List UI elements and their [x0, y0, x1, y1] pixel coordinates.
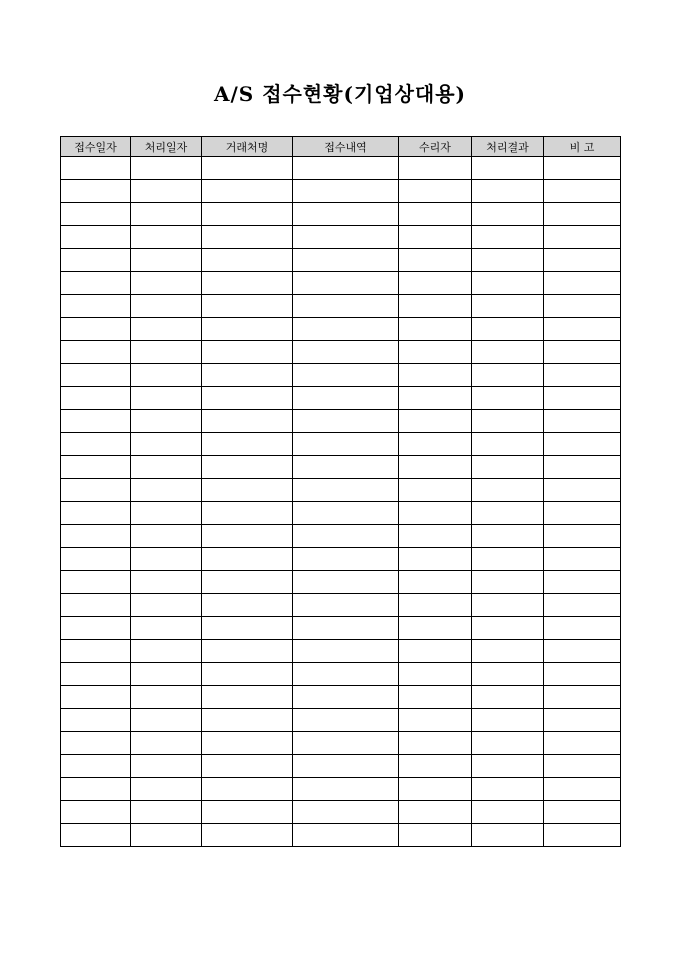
table-cell[interactable] — [472, 479, 544, 502]
table-cell[interactable] — [399, 617, 472, 640]
table-cell[interactable] — [131, 663, 202, 686]
col-header-client-name: 거래처명 — [202, 137, 293, 157]
table-cell[interactable] — [472, 571, 544, 594]
table-cell[interactable] — [61, 755, 131, 778]
table-cell[interactable] — [544, 433, 621, 456]
table-cell[interactable] — [472, 295, 544, 318]
table-cell[interactable] — [399, 456, 472, 479]
table-row — [61, 295, 621, 318]
table-cell[interactable] — [61, 318, 131, 341]
table-row — [61, 456, 621, 479]
table-cell[interactable] — [399, 755, 472, 778]
table-cell[interactable] — [131, 295, 202, 318]
table-cell[interactable] — [61, 640, 131, 663]
table-cell[interactable] — [61, 686, 131, 709]
table-cell[interactable] — [544, 663, 621, 686]
table-cell[interactable] — [293, 364, 399, 387]
table-cell[interactable] — [61, 272, 131, 295]
table-cell[interactable] — [472, 318, 544, 341]
table-cell[interactable] — [61, 203, 131, 226]
table-row — [61, 663, 621, 686]
table-row — [61, 433, 621, 456]
table-cell[interactable] — [544, 364, 621, 387]
table-cell[interactable] — [399, 640, 472, 663]
table-cell[interactable] — [202, 640, 293, 663]
table-cell[interactable] — [472, 824, 544, 847]
table-cell[interactable] — [399, 709, 472, 732]
table-cell[interactable] — [61, 778, 131, 801]
table-cell[interactable] — [131, 525, 202, 548]
table-cell[interactable] — [131, 778, 202, 801]
table-cell[interactable] — [131, 433, 202, 456]
table-cell[interactable] — [131, 456, 202, 479]
col-header-processing-date: 처리일자 — [131, 137, 202, 157]
table-row — [61, 801, 621, 824]
table-cell[interactable] — [202, 410, 293, 433]
table-cell[interactable] — [131, 249, 202, 272]
table-row — [61, 686, 621, 709]
table-cell[interactable] — [544, 456, 621, 479]
table-row — [61, 226, 621, 249]
table-cell[interactable] — [202, 548, 293, 571]
table-cell[interactable] — [202, 456, 293, 479]
as-reception-table — [60, 136, 621, 847]
table-cell[interactable] — [131, 341, 202, 364]
table-cell[interactable] — [293, 479, 399, 502]
table-cell[interactable] — [61, 226, 131, 249]
table-cell[interactable] — [61, 571, 131, 594]
table-cell[interactable] — [61, 387, 131, 410]
table-cell[interactable] — [293, 594, 399, 617]
table-cell[interactable] — [202, 617, 293, 640]
table-cell[interactable] — [202, 226, 293, 249]
table-cell[interactable] — [544, 318, 621, 341]
table-cell[interactable] — [293, 226, 399, 249]
table-cell[interactable] — [61, 180, 131, 203]
table-cell[interactable] — [202, 778, 293, 801]
table-cell[interactable] — [544, 272, 621, 295]
table-cell[interactable] — [544, 387, 621, 410]
table-cell[interactable] — [399, 732, 472, 755]
table-cell[interactable] — [202, 479, 293, 502]
table-cell[interactable] — [202, 203, 293, 226]
table-cell[interactable] — [131, 686, 202, 709]
table-row — [61, 272, 621, 295]
table-row — [61, 364, 621, 387]
table-cell[interactable] — [399, 387, 472, 410]
col-header-result: 처리결과 — [472, 137, 544, 157]
table-cell[interactable] — [544, 640, 621, 663]
table-cell[interactable] — [61, 456, 131, 479]
table-cell[interactable] — [293, 824, 399, 847]
table-row — [61, 387, 621, 410]
table-cell[interactable] — [202, 364, 293, 387]
table-cell[interactable] — [131, 410, 202, 433]
table-cell[interactable] — [472, 410, 544, 433]
table-cell[interactable] — [293, 778, 399, 801]
table-cell[interactable] — [293, 387, 399, 410]
table-cell[interactable] — [293, 640, 399, 663]
table-row — [61, 203, 621, 226]
table-cell[interactable] — [131, 272, 202, 295]
table-cell[interactable] — [293, 548, 399, 571]
table-cell[interactable] — [544, 525, 621, 548]
table-cell[interactable] — [399, 548, 472, 571]
table-cell[interactable] — [293, 341, 399, 364]
table-cell[interactable] — [61, 801, 131, 824]
table-cell[interactable] — [202, 709, 293, 732]
table-cell[interactable] — [131, 387, 202, 410]
table-cell[interactable] — [202, 801, 293, 824]
table-cell[interactable] — [61, 617, 131, 640]
table-row — [61, 502, 621, 525]
table-cell[interactable] — [61, 157, 131, 180]
table-cell[interactable] — [202, 180, 293, 203]
table-cell[interactable] — [544, 801, 621, 824]
table-cell[interactable] — [202, 272, 293, 295]
table-cell[interactable] — [293, 295, 399, 318]
table-cell[interactable] — [131, 801, 202, 824]
col-header-repairer: 수리자 — [399, 137, 472, 157]
table-cell[interactable] — [472, 157, 544, 180]
table-cell[interactable] — [399, 272, 472, 295]
table-cell[interactable] — [472, 732, 544, 755]
col-header-reception-date: 접수일자 — [61, 137, 131, 157]
table-cell[interactable] — [399, 778, 472, 801]
table-row — [61, 180, 621, 203]
table-cell[interactable] — [472, 594, 544, 617]
table-cell[interactable] — [202, 824, 293, 847]
table-cell[interactable] — [202, 157, 293, 180]
table-cell[interactable] — [131, 203, 202, 226]
table-cell[interactable] — [544, 249, 621, 272]
table-row — [61, 525, 621, 548]
table-cell[interactable] — [61, 364, 131, 387]
table-cell[interactable] — [472, 663, 544, 686]
table-cell[interactable] — [399, 663, 472, 686]
table-cell[interactable] — [544, 203, 621, 226]
table-cell[interactable] — [399, 203, 472, 226]
table-cell[interactable] — [131, 548, 202, 571]
table-cell[interactable] — [293, 525, 399, 548]
table-cell[interactable] — [202, 387, 293, 410]
table-cell[interactable] — [293, 801, 399, 824]
table-cell[interactable] — [293, 732, 399, 755]
table-row — [61, 249, 621, 272]
table-cell[interactable] — [293, 571, 399, 594]
table-row — [61, 778, 621, 801]
table-row — [61, 479, 621, 502]
table-cell[interactable] — [293, 249, 399, 272]
table-row — [61, 709, 621, 732]
table-cell[interactable] — [293, 272, 399, 295]
header-row — [61, 137, 621, 157]
table-cell[interactable] — [544, 617, 621, 640]
table-row — [61, 617, 621, 640]
table-cell[interactable] — [131, 594, 202, 617]
table-cell[interactable] — [544, 157, 621, 180]
table-cell[interactable] — [399, 824, 472, 847]
table-cell[interactable] — [131, 732, 202, 755]
table-cell[interactable] — [131, 157, 202, 180]
table-row — [61, 594, 621, 617]
table-cell[interactable] — [202, 502, 293, 525]
table-cell[interactable] — [131, 364, 202, 387]
table-row — [61, 755, 621, 778]
table-cell[interactable] — [472, 709, 544, 732]
table-cell[interactable] — [293, 318, 399, 341]
table-cell[interactable] — [202, 755, 293, 778]
table-cell[interactable] — [544, 594, 621, 617]
table-cell[interactable] — [131, 479, 202, 502]
table-cell[interactable] — [131, 755, 202, 778]
table-cell[interactable] — [131, 640, 202, 663]
table-cell[interactable] — [202, 686, 293, 709]
table-cell[interactable] — [61, 594, 131, 617]
table-cell[interactable] — [472, 433, 544, 456]
table-cell[interactable] — [61, 525, 131, 548]
table-cell[interactable] — [293, 203, 399, 226]
table-cell[interactable] — [472, 801, 544, 824]
table-cell[interactable] — [61, 732, 131, 755]
table-cell[interactable] — [472, 617, 544, 640]
table-cell[interactable] — [472, 755, 544, 778]
table-row — [61, 571, 621, 594]
table-cell[interactable] — [293, 617, 399, 640]
table-cell[interactable] — [293, 502, 399, 525]
table-cell[interactable] — [544, 755, 621, 778]
table-cell[interactable] — [131, 318, 202, 341]
table-cell[interactable] — [544, 778, 621, 801]
table-cell[interactable] — [131, 824, 202, 847]
table-cell[interactable] — [131, 502, 202, 525]
table-cell[interactable] — [399, 502, 472, 525]
table-cell[interactable] — [472, 456, 544, 479]
table-cell[interactable] — [399, 226, 472, 249]
table-cell[interactable] — [131, 226, 202, 249]
table-cell[interactable] — [61, 410, 131, 433]
table-cell[interactable] — [472, 226, 544, 249]
col-header-remarks: 비 고 — [544, 137, 621, 157]
table-cell[interactable] — [293, 157, 399, 180]
table-cell[interactable] — [61, 548, 131, 571]
table-cell[interactable] — [399, 180, 472, 203]
table-cell[interactable] — [202, 571, 293, 594]
table-cell[interactable] — [399, 341, 472, 364]
table-cell[interactable] — [61, 663, 131, 686]
table-cell[interactable] — [293, 180, 399, 203]
table-cell[interactable] — [544, 341, 621, 364]
table-cell[interactable] — [61, 709, 131, 732]
table-cell[interactable] — [202, 594, 293, 617]
table-cell[interactable] — [544, 226, 621, 249]
table-cell[interactable] — [472, 778, 544, 801]
table-cell[interactable] — [544, 548, 621, 571]
table-cell[interactable] — [61, 341, 131, 364]
table-cell[interactable] — [293, 686, 399, 709]
table-cell[interactable] — [293, 456, 399, 479]
table-cell[interactable] — [399, 295, 472, 318]
table-cell[interactable] — [544, 180, 621, 203]
table-cell[interactable] — [131, 571, 202, 594]
table-cell[interactable] — [544, 571, 621, 594]
page-title: A/S 접수현황(기업상대용) — [213, 82, 467, 106]
table-body — [61, 157, 621, 847]
table-cell[interactable] — [293, 663, 399, 686]
table-cell[interactable] — [399, 364, 472, 387]
table-cell[interactable] — [544, 295, 621, 318]
table-cell[interactable] — [61, 433, 131, 456]
table-cell[interactable] — [61, 249, 131, 272]
table-row — [61, 824, 621, 847]
table-row — [61, 157, 621, 180]
table-cell[interactable] — [399, 157, 472, 180]
table-cell[interactable] — [131, 180, 202, 203]
table-cell[interactable] — [472, 502, 544, 525]
table-cell[interactable] — [472, 525, 544, 548]
table-cell[interactable] — [202, 663, 293, 686]
table-cell[interactable] — [472, 203, 544, 226]
table-row — [61, 548, 621, 571]
table-cell[interactable] — [544, 502, 621, 525]
table-cell[interactable] — [202, 433, 293, 456]
table-cell[interactable] — [131, 617, 202, 640]
table-cell[interactable] — [544, 686, 621, 709]
table-cell[interactable] — [399, 525, 472, 548]
table-cell[interactable] — [544, 410, 621, 433]
table-cell[interactable] — [544, 479, 621, 502]
table-cell[interactable] — [472, 180, 544, 203]
table-cell[interactable] — [202, 525, 293, 548]
table-cell[interactable] — [544, 709, 621, 732]
table-row — [61, 318, 621, 341]
table-cell[interactable] — [399, 801, 472, 824]
col-header-reception-details: 접수내역 — [293, 137, 399, 157]
table-cell[interactable] — [202, 341, 293, 364]
table-cell[interactable] — [293, 709, 399, 732]
table-cell[interactable] — [293, 410, 399, 433]
table-cell[interactable] — [472, 249, 544, 272]
table-cell[interactable] — [544, 824, 621, 847]
table-cell[interactable] — [399, 571, 472, 594]
table-cell[interactable] — [202, 318, 293, 341]
table-row — [61, 341, 621, 364]
table-cell[interactable] — [544, 732, 621, 755]
table-cell[interactable] — [399, 433, 472, 456]
table-row — [61, 410, 621, 433]
table-row — [61, 732, 621, 755]
table-cell[interactable] — [399, 318, 472, 341]
table-cell[interactable] — [202, 295, 293, 318]
table-row — [61, 640, 621, 663]
table-cell[interactable] — [202, 249, 293, 272]
table-cell[interactable] — [61, 479, 131, 502]
table-cell[interactable] — [472, 341, 544, 364]
table-cell[interactable] — [472, 686, 544, 709]
table-cell[interactable] — [61, 824, 131, 847]
table-cell[interactable] — [472, 548, 544, 571]
table-cell[interactable] — [472, 364, 544, 387]
table-cell[interactable] — [202, 732, 293, 755]
table-cell[interactable] — [61, 295, 131, 318]
table-cell[interactable] — [399, 594, 472, 617]
table-cell[interactable] — [399, 249, 472, 272]
table-cell[interactable] — [399, 686, 472, 709]
table-cell[interactable] — [472, 272, 544, 295]
table-cell[interactable] — [131, 709, 202, 732]
table-cell[interactable] — [293, 433, 399, 456]
table-cell[interactable] — [472, 387, 544, 410]
table-cell[interactable] — [293, 755, 399, 778]
table-cell[interactable] — [399, 410, 472, 433]
table-cell[interactable] — [399, 479, 472, 502]
table-cell[interactable] — [472, 640, 544, 663]
table-cell[interactable] — [61, 502, 131, 525]
